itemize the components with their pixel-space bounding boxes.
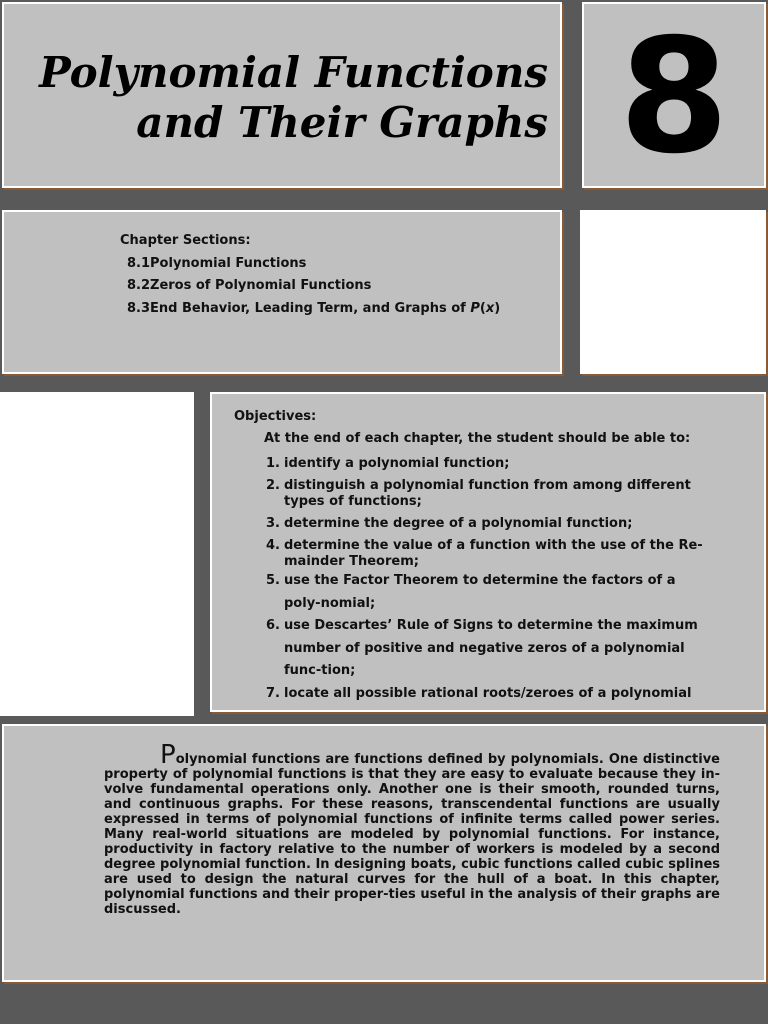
section-number: 8.3 (127, 300, 151, 316)
chapter-title-line-1: Polynomial Functions (39, 48, 548, 97)
objective-text: determine the degree of a polynomial function; (284, 516, 633, 531)
objective-number: 7. (266, 685, 280, 701)
objective-item (234, 456, 734, 472)
objective-number: 6. (266, 618, 280, 633)
section-item (120, 253, 500, 276)
drop-cap: P (160, 740, 176, 770)
objective-text: determine the value of a function with the use of the Re-mainder Theorem; (284, 538, 703, 569)
introduction-panel (2, 724, 766, 982)
section-title: Polynomial Functions (150, 255, 307, 271)
introduction-text: olynomial functions are functions defined by polynomials. One distinctive property of polynomial functions is that they are easy to evaluate because they in-volve fundamental operations only. Another one is their smooth, rounded turns, and continuous graphs. For these reasons, transcendental functions are usually expressed in terms of polynomial functions of infinite terms called power series. Many real-world situations are modeled by polynomial functions. For instance, productivity in factory relative to the number of workers is modeled by a second degree polynomial function. In designing boats, cubic functions called cubic splines are used to design the natural curves for the hull of a boat. In this chapter, polynomial functions and their proper-ties useful in the analysis of their graphs are discussed. (104, 752, 720, 917)
objective-number: 3. (266, 516, 280, 531)
objective-text: distinguish a polynomial function from among different types of functions; (284, 478, 691, 509)
objective-item (234, 538, 734, 570)
objective-number: 2. (266, 478, 280, 493)
math-paren-open: ( (479, 300, 486, 316)
section-number: 8.1 (127, 255, 151, 271)
objective-number: 1. (266, 456, 280, 471)
decorative-white-block-left (0, 392, 194, 716)
objective-item (234, 683, 734, 706)
section-item (120, 298, 500, 321)
chapter-title-line-2: and Their Graphs (136, 98, 548, 147)
chapter-sections (120, 230, 500, 320)
chapter-number-panel (582, 2, 766, 188)
objectives (234, 406, 734, 705)
objective-text: use the Factor Theorem to determine the factors of a poly-nomial; (284, 573, 676, 611)
chapter-title (39, 48, 548, 148)
section-title: Zeros of Polynomial Functions (150, 278, 372, 293)
chapter-sections-label: Chapter Sections: (120, 233, 251, 248)
decorative-white-block-right (580, 210, 766, 374)
section-item (120, 275, 500, 298)
chapter-number: 8 (619, 5, 729, 189)
objective-text: locate all possible rational roots/zeroes of a polynomial (284, 685, 692, 701)
section-title: End Behavior, Leading Term, and Graphs of (150, 300, 471, 316)
objective-text: use Descartes’ Rule of Signs to determine the maximum number of positive and negative zeros of a polynomial func-tion; (284, 618, 698, 678)
objective-number: 5. (266, 573, 280, 588)
section-number: 8.2 (127, 278, 151, 293)
objective-item (234, 478, 734, 510)
objectives-intro: At the end of each chapter, the student should be able to: (264, 431, 691, 446)
math-paren-close: ) (494, 300, 501, 316)
math-variable: x (485, 300, 495, 316)
chapter-sections-panel (2, 210, 562, 374)
introduction-paragraph (104, 740, 720, 917)
objective-item (234, 615, 734, 683)
objectives-panel (210, 392, 766, 712)
objective-item (234, 570, 734, 615)
objectives-label: Objectives: (234, 409, 317, 424)
objective-item (234, 516, 734, 532)
objective-text: identify a polynomial function; (284, 456, 510, 471)
math-function-name: P (470, 300, 480, 316)
title-panel (2, 2, 562, 188)
objective-number: 4. (266, 538, 280, 553)
objectives-list (234, 456, 734, 705)
